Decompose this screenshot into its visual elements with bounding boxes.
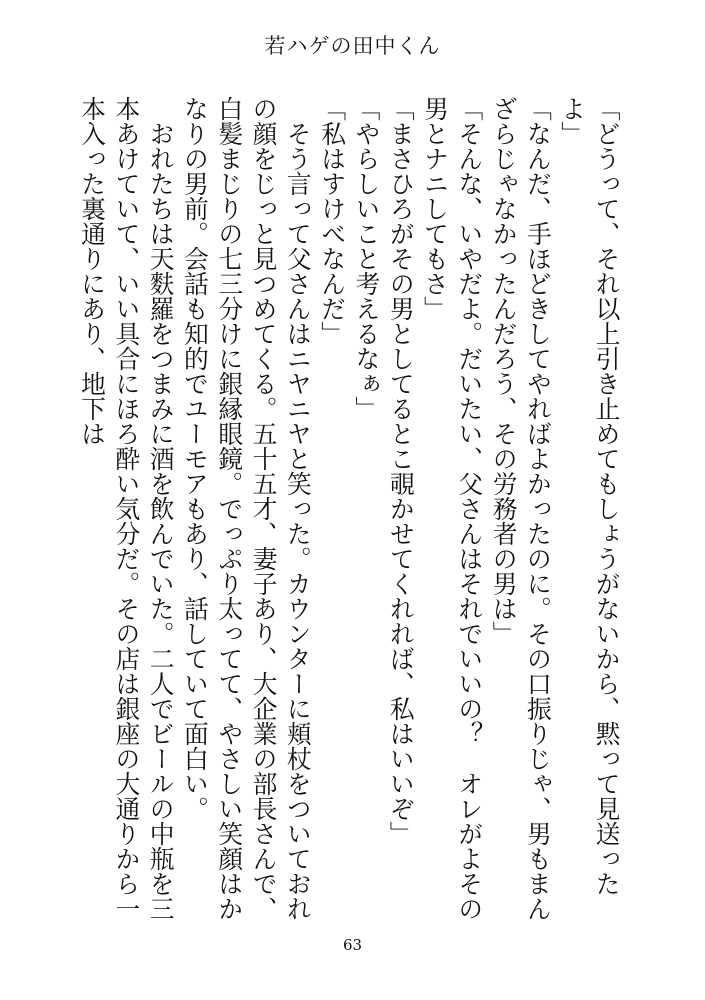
paragraph: 「まさひろがその男としてるとこ覗かせてくれれば、私はいいぞ」 [386, 96, 416, 846]
paragraph: 「なんだ、手ほどきしてやればよかったのに。その口振りじゃ、男もまんざらじゃなかったんだろう、その労務者の男は」 [489, 96, 553, 921]
page-title: 若ハゲの田中くん [264, 34, 441, 58]
paragraph: 「やらしいこと考えるなぁ」 [351, 96, 381, 421]
paragraph: 「どうって、それ以上引き止めてもしょうがないから、黙って見送ったよ」 [557, 96, 621, 896]
paragraph: 「私はすけべなんだ」 [317, 96, 347, 346]
vertical-body-text [78, 96, 623, 924]
paragraph: そう言って父さんはニヤニヤと笑った。カウンターに頬杖をついておれの顔をじっと見つめてくる。五十五才、妻子あり、大企業の部長さんで、白髪まじりの七三分けに銀縁眼鏡。でっぷり太ってて、やさしい笑顔はかなりの男前。会話も知的でユーモアもあり、話していて面白い。 [180, 96, 313, 921]
paragraph: 「そんな、いやだよ。だいたい、父さんはそれでいいの？ オレがよその男とナニしてもさ」 [420, 96, 484, 921]
paragraph: おれたちは天麩羅をつまみに酒を飲んでいた。二人でビールの中瓶を三本あけていて、いい具合にほろ酔い気分だ。その店は銀座の大通りから一本入った裏通りにあり、地下は [78, 96, 176, 921]
page-number: 63 [342, 936, 363, 954]
